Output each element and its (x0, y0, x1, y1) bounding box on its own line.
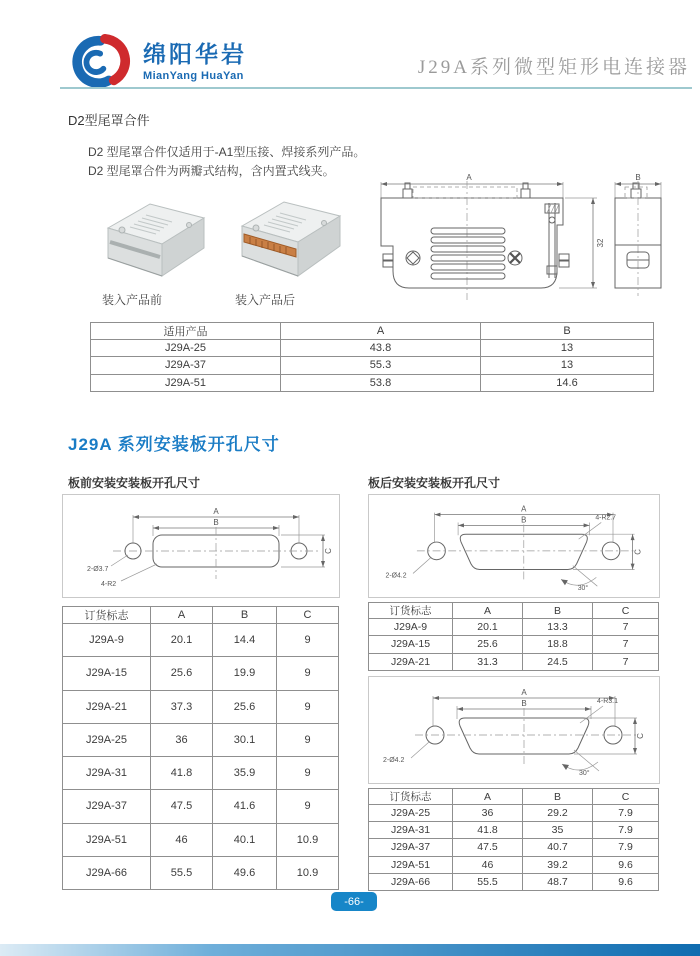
table-cell: 29.2 (523, 805, 593, 822)
table-cell: 35.9 (213, 757, 277, 790)
column-header: 订货标志 (369, 789, 453, 805)
table-cell: J29A-37 (63, 790, 151, 823)
rear-mount-table-1 (368, 602, 659, 671)
column-header: C (277, 607, 339, 624)
hole-callout: 2-Ø4.2 (383, 757, 405, 764)
table-cell: 46 (151, 823, 213, 856)
table-cell: 43.8 (281, 340, 481, 357)
dim-label-a: A (521, 688, 527, 697)
table-cell: 7 (593, 653, 659, 670)
column-header: C (593, 603, 659, 619)
rear-mount-subheading: 板后安装安装板开孔尺寸 (368, 476, 501, 490)
column-header: 适用产品 (91, 323, 281, 340)
rear-mount-cutout-drawing-2 (369, 677, 657, 781)
table-cell: 7.9 (593, 822, 659, 839)
table-cell: J29A-21 (369, 653, 453, 670)
table-row (91, 374, 654, 391)
table-cell: 14.6 (481, 374, 654, 391)
table-cell: 20.1 (151, 624, 213, 657)
table-cell: 10.9 (277, 856, 339, 889)
column-header: B (213, 607, 277, 624)
table-cell: J29A-66 (63, 856, 151, 889)
table-row (369, 636, 659, 653)
company-logo (62, 34, 247, 90)
dim-label-32: 32 (596, 238, 605, 248)
bottom-accent-bar (0, 944, 700, 956)
header-divider (60, 87, 692, 89)
table-cell: 41.8 (151, 757, 213, 790)
table-cell: J29A-31 (369, 822, 453, 839)
table-cell: 7.9 (593, 839, 659, 856)
rear-mount-drawing-box-1 (368, 494, 660, 598)
table-cell: 10.9 (277, 823, 339, 856)
product-photo-after (224, 188, 356, 292)
table-cell: 9 (277, 657, 339, 690)
rear-mount-table-1-wrap (368, 602, 658, 671)
table-cell: 47.5 (151, 790, 213, 823)
d2-description-line1: D2 型尾罩合件仅适用于-A1型压接、焊接系列产品。 (88, 145, 366, 159)
d2-table (90, 322, 654, 392)
table-row (369, 856, 659, 873)
table-cell: 13 (481, 340, 654, 357)
table-row (63, 723, 339, 756)
column-header: 订货标志 (63, 607, 151, 624)
table-cell: 37.3 (151, 690, 213, 723)
table-cell: 7 (593, 636, 659, 653)
table-cell: J29A-15 (369, 636, 453, 653)
table-cell: J29A-9 (369, 619, 453, 636)
table-row (91, 340, 654, 357)
angle-callout: 30° (579, 770, 590, 777)
rear-mount-table-2 (368, 788, 659, 891)
dim-label-a: A (466, 173, 472, 182)
table-cell: 36 (151, 723, 213, 756)
table-cell: 55.5 (151, 856, 213, 889)
dim-label-b: B (521, 699, 527, 708)
column-header: B (481, 323, 654, 340)
dim-label-a: A (213, 507, 219, 516)
column-header: 订货标志 (369, 603, 453, 619)
table-cell: 9.6 (593, 856, 659, 873)
table-cell: 40.1 (213, 823, 277, 856)
table-cell: 7.9 (593, 805, 659, 822)
dim-label-b: B (521, 515, 527, 525)
table-row (63, 624, 339, 657)
product-photo-before (92, 192, 218, 292)
table-cell: 41.8 (453, 822, 523, 839)
table-header-row (369, 789, 659, 805)
table-cell: 48.7 (523, 873, 593, 890)
front-mount-drawing-box (62, 494, 340, 598)
dim-label-c: C (633, 549, 643, 555)
d2-technical-drawing (363, 168, 673, 313)
dim-label-a: A (521, 504, 527, 514)
hole-callout: 2-Ø3.7 (87, 566, 109, 573)
table-cell: 25.6 (453, 636, 523, 653)
table-cell: 55.3 (281, 357, 481, 374)
table-cell: 46 (453, 856, 523, 873)
table-cell: 18.8 (523, 636, 593, 653)
table-cell: 30.1 (213, 723, 277, 756)
table-cell: 9 (277, 757, 339, 790)
table-row (369, 822, 659, 839)
angle-callout: 30° (577, 585, 589, 593)
rear-mount-drawing-box-2 (368, 676, 660, 784)
table-cell: J29A-66 (369, 873, 453, 890)
table-cell: J29A-21 (63, 690, 151, 723)
d2-description (88, 143, 365, 181)
d2-description-line2: D2 型尾罩合件为两瓣式结构，含内置式线夹。 (88, 164, 335, 178)
table-row (369, 839, 659, 856)
column-header: B (523, 603, 593, 619)
front-mount-table-wrap (62, 606, 338, 890)
table-row (369, 653, 659, 670)
column-header: B (523, 789, 593, 805)
table-cell: J29A-25 (91, 340, 281, 357)
table-cell: 14.4 (213, 624, 277, 657)
table-cell: 25.6 (151, 657, 213, 690)
table-row (63, 790, 339, 823)
column-header: A (453, 603, 523, 619)
front-mount-cutout-drawing (63, 495, 337, 595)
table-cell: J29A-51 (91, 374, 281, 391)
document-title: J29A系列微型矩形电连接器 (417, 57, 690, 78)
table-cell: 25.6 (213, 690, 277, 723)
table-row (63, 690, 339, 723)
table-cell: J29A-37 (369, 839, 453, 856)
table-cell: 39.2 (523, 856, 593, 873)
table-row (369, 619, 659, 636)
rear-mount-table-2-wrap (368, 788, 658, 891)
front-mount-table (62, 606, 339, 890)
table-cell: 9 (277, 723, 339, 756)
photo-label-after: 装入产品后 (235, 293, 296, 307)
column-header: A (281, 323, 481, 340)
radius-callout: 4-R2 (101, 581, 117, 588)
table-header-row (63, 607, 339, 624)
table-cell: 9 (277, 624, 339, 657)
mounting-section-heading: J29A 系列安装板开孔尺寸 (68, 435, 280, 454)
column-header: C (593, 789, 659, 805)
table-cell: J29A-37 (91, 357, 281, 374)
table-cell: 40.7 (523, 839, 593, 856)
hole-callout: 2-Ø4.2 (385, 572, 407, 580)
table-row (369, 873, 659, 890)
table-cell: 35 (523, 822, 593, 839)
table-row (63, 856, 339, 889)
table-cell: 47.5 (453, 839, 523, 856)
table-row (63, 823, 339, 856)
table-cell: 41.6 (213, 790, 277, 823)
table-cell: 7 (593, 619, 659, 636)
table-cell: 9 (277, 690, 339, 723)
dim-label-c: C (636, 733, 645, 739)
table-cell: J29A-15 (63, 657, 151, 690)
radius-callout: 4-R2.7 (595, 514, 616, 522)
column-header: A (453, 789, 523, 805)
page-number-badge: -66- (331, 892, 377, 911)
d2-dimension-table (90, 322, 653, 392)
table-cell: J29A-31 (63, 757, 151, 790)
table-cell: 9.6 (593, 873, 659, 890)
photo-label-before: 装入产品前 (102, 293, 163, 307)
logo-icon (62, 34, 134, 90)
table-row (369, 805, 659, 822)
table-cell: J29A-9 (63, 624, 151, 657)
table-cell: 9 (277, 790, 339, 823)
dim-label-c: C (324, 548, 333, 554)
table-cell: J29A-51 (369, 856, 453, 873)
dim-label-b: B (635, 173, 641, 182)
table-row (63, 757, 339, 790)
table-cell: 49.6 (213, 856, 277, 889)
table-cell: 19.9 (213, 657, 277, 690)
rear-mount-cutout-drawing-1 (369, 495, 657, 595)
table-row (91, 357, 654, 374)
table-cell: 31.3 (453, 653, 523, 670)
table-cell: J29A-25 (63, 723, 151, 756)
d2-section-heading: D2型尾罩合件 (68, 113, 150, 128)
radius-callout: 4-R3.1 (597, 698, 619, 705)
table-header-row (91, 323, 654, 340)
dim-label-b: B (213, 518, 219, 527)
table-cell: J29A-25 (369, 805, 453, 822)
logo-text-cn: 绵阳华岩 (143, 40, 247, 67)
table-row (63, 657, 339, 690)
column-header: A (151, 607, 213, 624)
table-cell: 24.5 (523, 653, 593, 670)
table-cell: 13.3 (523, 619, 593, 636)
table-cell: 36 (453, 805, 523, 822)
table-cell: 13 (481, 357, 654, 374)
table-cell: J29A-51 (63, 823, 151, 856)
logo-text-en: MianYang HuaYan (143, 69, 244, 82)
table-cell: 20.1 (453, 619, 523, 636)
table-cell: 55.5 (453, 873, 523, 890)
front-mount-subheading: 板前安装安装板开孔尺寸 (68, 476, 201, 490)
table-header-row (369, 603, 659, 619)
table-cell: 53.8 (281, 374, 481, 391)
